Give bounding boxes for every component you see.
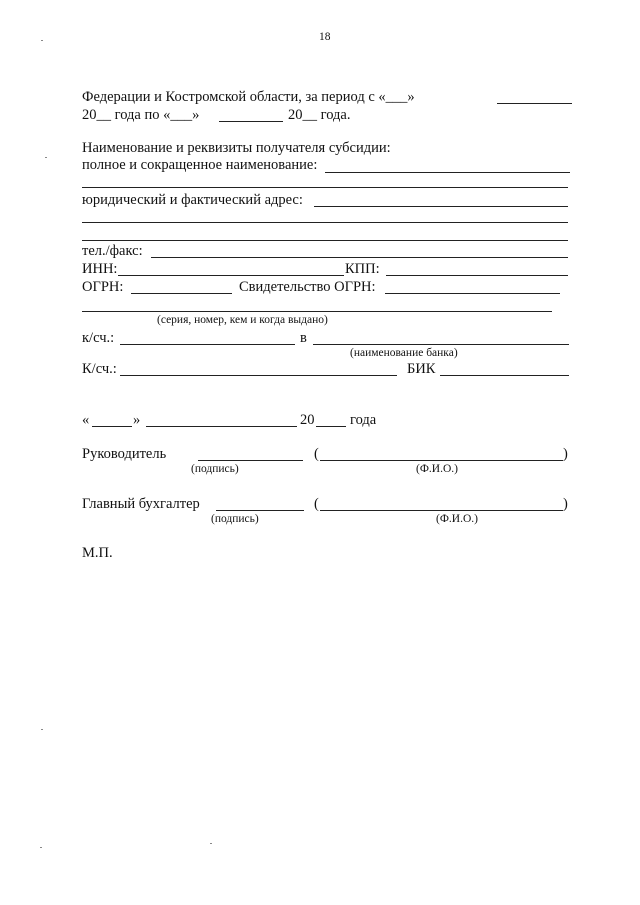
scan-speck xyxy=(40,847,42,848)
accountant-sign-field-line[interactable] xyxy=(216,510,304,511)
period-field-line[interactable] xyxy=(497,103,572,104)
address-label: юридический и фактический адрес: xyxy=(82,192,303,208)
scan-speck xyxy=(210,843,212,844)
accountant-fio-hint: (Ф.И.О.) xyxy=(436,513,478,525)
name-field-line[interactable] xyxy=(325,172,570,173)
phone-field-line[interactable] xyxy=(151,257,568,258)
cert-field-line-2[interactable] xyxy=(82,311,552,312)
cert-field-line[interactable] xyxy=(385,293,560,294)
head-paren-open: ( xyxy=(314,446,319,462)
corr-account-field-line[interactable] xyxy=(120,375,397,376)
account-field-line[interactable] xyxy=(120,344,295,345)
period-end-field-line[interactable] xyxy=(219,121,283,122)
address-field-line[interactable] xyxy=(314,206,568,207)
head-fio-hint: (Ф.И.О.) xyxy=(416,463,458,475)
page-number: 18 xyxy=(319,31,331,43)
period-line-2-start: 20__ года по «___» xyxy=(82,107,200,123)
head-sign-hint: (подпись) xyxy=(191,463,239,475)
accountant-paren-open: ( xyxy=(314,496,319,512)
date-day-field-line[interactable] xyxy=(92,426,132,427)
date-year-suffix: года xyxy=(350,412,377,428)
account-label: к/сч.: xyxy=(82,330,115,346)
kpp-label: КПП: xyxy=(345,261,380,277)
date-year-prefix: 20 xyxy=(300,412,315,428)
bik-field-line[interactable] xyxy=(440,375,569,376)
head-fio-field-line[interactable] xyxy=(320,460,563,461)
name-label: полное и сокращенное наименование: xyxy=(82,157,318,173)
name-field-line-2[interactable] xyxy=(82,187,568,188)
head-sign-field-line[interactable] xyxy=(198,460,303,461)
accountant-fio-field-line[interactable] xyxy=(320,510,563,511)
cert-label: Свидетельство ОГРН: xyxy=(239,279,376,295)
stamp-label: М.П. xyxy=(82,545,113,561)
period-line-2-end: 20__ года. xyxy=(288,107,351,123)
period-line-1: Федерации и Костромской области, за период с «___» xyxy=(82,89,415,105)
head-label: Руководитель xyxy=(82,446,167,462)
accountant-label: Главный бухгалтер xyxy=(82,496,200,512)
ogrn-field-line[interactable] xyxy=(131,293,232,294)
head-paren-close: ) xyxy=(563,446,568,462)
ogrn-label: ОГРН: xyxy=(82,279,124,295)
kpp-field-line[interactable] xyxy=(386,275,568,276)
cert-hint: (серия, номер, кем и когда выдано) xyxy=(157,314,328,326)
address-field-line-3[interactable] xyxy=(82,240,568,241)
date-year-field-line[interactable] xyxy=(316,426,346,427)
scan-speck xyxy=(41,729,43,730)
date-quote-close: » xyxy=(133,412,141,428)
recipient-heading: Наименование и реквизиты получателя субсидии: xyxy=(82,140,391,156)
date-quote-open: « xyxy=(82,412,90,428)
scan-speck xyxy=(45,157,47,158)
inn-field-line[interactable] xyxy=(118,275,344,276)
inn-label: ИНН: xyxy=(82,261,118,277)
bank-hint: (наименование банка) xyxy=(350,347,458,359)
bank-field-line[interactable] xyxy=(313,344,569,345)
scan-speck xyxy=(41,40,43,41)
address-field-line-2[interactable] xyxy=(82,222,568,223)
bik-label: БИК xyxy=(407,361,436,377)
date-month-field-line[interactable] xyxy=(146,426,297,427)
accountant-sign-hint: (подпись) xyxy=(211,513,259,525)
accountant-paren-close: ) xyxy=(563,496,568,512)
phone-label: тел./факс: xyxy=(82,243,143,259)
corr-account-label: К/сч.: xyxy=(82,361,117,377)
in-bank-label: в xyxy=(300,330,307,346)
